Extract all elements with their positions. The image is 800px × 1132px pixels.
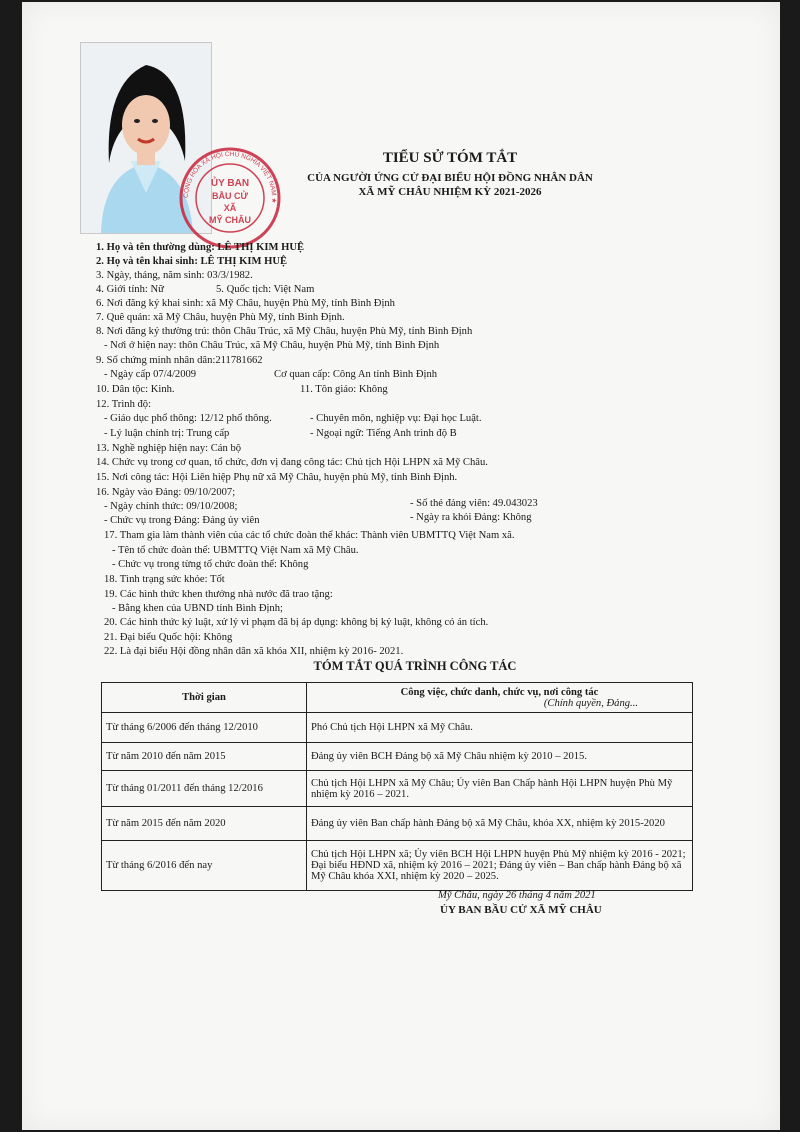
col-period-header: Thời gian (102, 683, 307, 713)
field-discipline: 20. Các hình thức kỷ luật, xử lý vi phạm đã bị áp dụng: không bị kỷ luật, không có án tích. (104, 617, 489, 628)
field-org-role: - Chức vụ trong từng tổ chức đoàn thể: Không (112, 559, 309, 570)
field-position: 14. Chức vụ trong cơ quan, tổ chức, đơn vị đang công tác: Chủ tịch Hội LHPN xã Mỹ Châu. (96, 457, 488, 468)
field-occupation: 13. Nghề nghiệp hiện nay: Cán bộ (96, 443, 242, 454)
field-education-heading: 12. Trình độ: (96, 399, 152, 410)
row-description: Đảng ủy viên BCH Đảng bộ xã Mỹ Châu nhiệm kỳ 2010 – 2015. (307, 743, 693, 771)
field-birth-registry: 6. Nơi đăng ký khai sinh: xã Mỹ Châu, huyện Phù Mỹ, tỉnh Bình Định (96, 298, 395, 309)
field-party-official: - Ngày chính thức: 09/10/2008; (104, 501, 238, 512)
field-nationality: 5. Quốc tịch: Việt Nam (216, 284, 315, 295)
row-description: Chủ tịch Hội LHPN xã; Ủy viên BCH Hội LHPN huyện Phù Mỹ nhiệm kỳ 2016 - 2021; Đại biểu HĐND xã, nhiệm kỳ 2016 – 2021; Đảng ủy viên – Ban chấp hành Đảng bộ xã Mỹ Châu khóa XXI, nhiệm kỳ 2020 – 2025. (307, 841, 693, 891)
table-row (102, 841, 693, 891)
field-party-card: - Số thẻ đảng viên: 49.043023 (410, 498, 538, 509)
field-political-theory: - Lý luận chính trị: Trung cấp (104, 428, 230, 439)
field-birth-name: 2. Họ và tên khai sinh: LÊ THỊ KIM HUỆ (96, 256, 288, 267)
col-description-subtitle: (Chính quyền, Đảng... (543, 697, 638, 709)
field-org-name: - Tên tổ chức đoàn thể: UBMTTQ Việt Nam xã Mỹ Châu. (112, 545, 359, 556)
table-row (102, 807, 693, 841)
row-period: Từ tháng 01/2011 đến tháng 12/2016 (102, 771, 307, 807)
row-period: Từ tháng 6/2006 đến tháng 12/2010 (102, 713, 307, 743)
field-foreign-language: - Ngoại ngữ: Tiếng Anh trình độ B (310, 428, 457, 439)
svg-text:XÃ: XÃ (223, 203, 237, 213)
doc-title: TIỂU SỬ TÓM TẮT (382, 150, 518, 166)
signature-authority: ỦY BAN BẦU CỬ XÃ MỸ CHÂU (440, 904, 602, 916)
field-residence: 8. Nơi đăng ký thường trú: thôn Châu Trúc, xã Mỹ Châu, huyện Phù Mỹ, tỉnh Bình Định (96, 326, 473, 337)
field-awards: 19. Các hình thức khen thưởng nhà nước đã trao tặng: (104, 589, 333, 600)
field-general-education: - Giáo dục phổ thông: 12/12 phổ thông. (104, 413, 272, 424)
table-row (102, 743, 693, 771)
official-seal (178, 146, 282, 250)
svg-text:ỦY BAN: ỦY BAN (210, 178, 250, 189)
row-period: Từ tháng 6/2016 đến nay (102, 841, 307, 891)
field-gender: 4. Giới tính: Nữ (96, 284, 164, 295)
field-party-role: - Chức vụ trong Đảng: Đảng ủy viên (104, 515, 260, 526)
svg-text:MỸ CHÂU: MỸ CHÂU (209, 215, 251, 225)
work-history-title: TÓM TẮT QUÁ TRÌNH CÔNG TÁC (313, 659, 517, 673)
field-organizations: 17. Tham gia làm thành viên của các tổ chức đoàn thể khác: Thành viên UBMTTQ Việt Nam xã. (104, 530, 515, 541)
field-current-address: - Nơi ở hiện nay: thôn Châu Trúc, xã Mỹ Châu, huyện Phù Mỹ, tỉnh Bình Định (104, 340, 440, 351)
field-religion: 11. Tôn giáo: Không (300, 384, 388, 395)
col-description-header (307, 683, 693, 713)
row-description: Chủ tịch Hội LHPN xã Mỹ Châu; Ủy viên Ban Chấp hành Hội LHPN huyện Phù Mỹ nhiệm kỳ 2016 – 2021. (307, 771, 693, 807)
col-description-title: Công việc, chức danh, chức vụ, nơi công tác (400, 686, 599, 698)
field-common-name: 1. Họ và tên thường dùng: LÊ THỊ KIM HUỆ (96, 242, 305, 253)
signature-date: Mỹ Châu, ngày 26 tháng 4 năm 2021 (438, 890, 596, 901)
field-party-join: 16. Ngày vào Đảng: 09/10/2007; (96, 487, 236, 498)
field-id-number: 9. Số chứng minh nhân dân:211781662 (96, 355, 263, 366)
field-council-delegate: 22. Là đại biểu Hội đồng nhân dân xã khóa XII, nhiệm kỳ 2016- 2021. (104, 646, 404, 657)
field-hometown: 7. Quê quán: xã Mỹ Châu, huyện Phù Mỹ, tỉnh Bình Định. (96, 312, 345, 323)
work-history-table (101, 682, 693, 891)
field-party-leave: - Ngày ra khỏi Đảng: Không (410, 512, 532, 523)
doc-subtitle-2: XÃ MỸ CHÂU NHIỆM KỲ 2021-2026 (358, 186, 542, 198)
table-row (102, 771, 693, 807)
field-workplace: 15. Nơi công tác: Hội Liên hiệp Phụ nữ xã Mỹ Châu, huyện phù Mỹ, tỉnh Bình Định. (96, 472, 458, 483)
field-dob: 3. Ngày, tháng, năm sinh: 03/3/1982. (96, 270, 253, 281)
field-national-assembly: 21. Đại biểu Quốc hội: Không (104, 632, 233, 643)
field-award-item: - Bằng khen của UBND tỉnh Bình Định; (112, 603, 283, 614)
row-description: Phó Chủ tịch Hội LHPN xã Mỹ Châu. (307, 713, 693, 743)
table-row (102, 713, 693, 743)
row-period: Từ năm 2010 đến năm 2015 (102, 743, 307, 771)
doc-subtitle-1: CỦA NGƯỜI ỨNG CỬ ĐẠI BIỂU HỘI ĐỒNG NHÂN DÂN (307, 172, 593, 184)
svg-text:BẦU CỬ: BẦU CỬ (212, 191, 248, 201)
row-period: Từ năm 2015 đến năm 2020 (102, 807, 307, 841)
field-id-date: - Ngày cấp 07/4/2009 (104, 369, 197, 380)
svg-text:CỘNG HÒA XÃ HỘI CHỦ NGHĨA VIỆT: CỘNG HÒA XÃ HỘI CHỦ NGHĨA VIỆT NAM ★ (182, 150, 278, 204)
field-health: 18. Tình trạng sức khỏe: Tốt (104, 574, 225, 585)
field-specialty: - Chuyên môn, nghiệp vụ: Đại học Luật. (310, 413, 482, 424)
field-id-issuer: Cơ quan cấp: Công An tỉnh Bình Định (274, 369, 438, 380)
row-description: Đảng ủy viên Ban chấp hành Đảng bộ xã Mỹ Châu, khóa XX, nhiệm kỳ 2015-2020 (307, 807, 693, 841)
field-ethnicity: 10. Dân tộc: Kinh. (96, 384, 175, 395)
